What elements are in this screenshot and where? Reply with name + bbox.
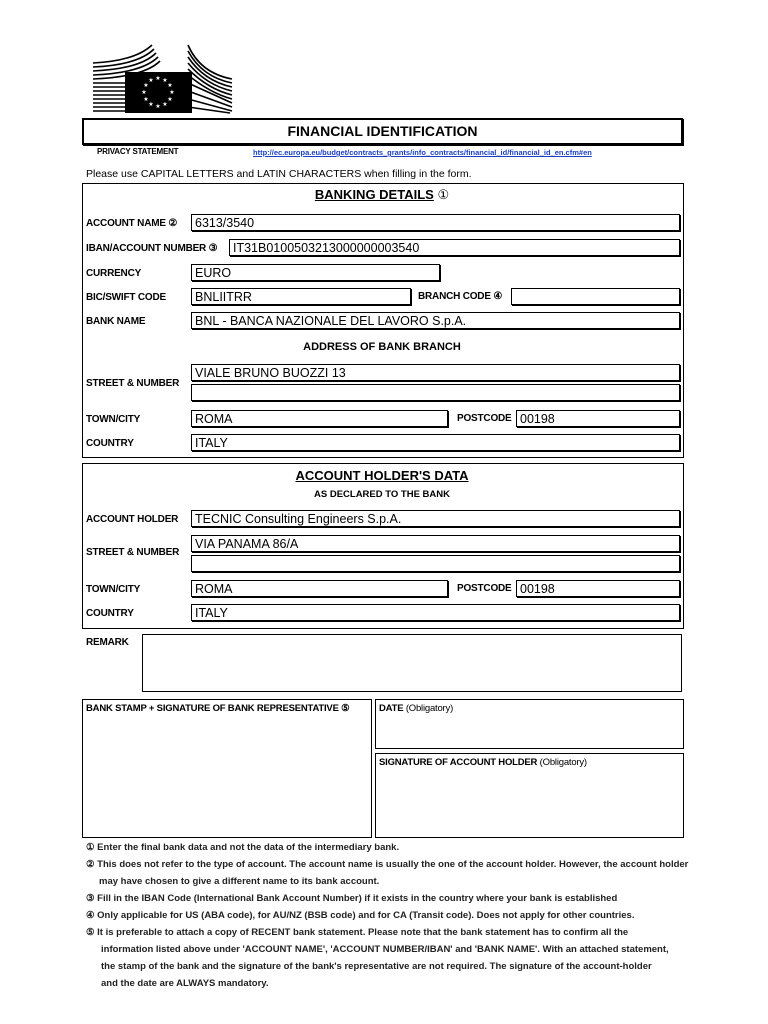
svg-text:★: ★ <box>141 90 147 96</box>
address-of-bank-branch-title: ADDRESS OF BANK BRANCH <box>303 341 461 353</box>
title-box <box>82 118 683 145</box>
holder-postcode-label: POSTCODE <box>457 583 512 594</box>
bank-name-field[interactable]: BNL - BANCA NAZIONALE DEL LAVORO S.p.A. <box>191 312 680 329</box>
bank-street-field-1[interactable]: VIALE BRUNO BUOZZI 13 <box>191 364 680 381</box>
branch-code-label: BRANCH CODE ④ <box>418 291 503 302</box>
account-holder-label: ACCOUNT HOLDER <box>86 514 179 525</box>
page-title: FINANCIAL IDENTIFICATION <box>287 123 478 139</box>
svg-text:★: ★ <box>143 97 149 103</box>
svg-text:★: ★ <box>155 104 161 110</box>
privacy-statement-link[interactable]: http://ec.europa.eu/budget/contracts_grants/info_contracts/financial_id/financial_id_en.cfm#en <box>253 148 592 157</box>
iban-label: IBAN/ACCOUNT NUMBER ③ <box>86 243 218 254</box>
footnote-1: ① Enter the final bank data and not the data of the intermediary bank. <box>86 842 400 853</box>
holder-country-label: COUNTRY <box>86 608 134 619</box>
date-label: DATE (Obligatory) <box>379 703 454 714</box>
branch-code-field[interactable] <box>511 288 680 305</box>
svg-text:★: ★ <box>167 83 173 89</box>
account-name-field[interactable]: 6313/3540 <box>191 214 680 231</box>
svg-text:★: ★ <box>155 76 161 82</box>
footnote-5-cont-3: and the date are ALWAYS mandatory. <box>101 978 269 989</box>
bank-postcode-label: POSTCODE <box>457 413 512 424</box>
svg-text:★: ★ <box>162 102 168 108</box>
bank-postcode-field[interactable]: 00198 <box>516 410 680 427</box>
bank-stamp-box[interactable] <box>82 699 372 838</box>
footnote-5: ⑤ It is preferable to attach a copy of RECENT bank statement. Please note that the bank statement has to confirm all the <box>86 927 629 938</box>
footnote-5-cont-1: information listed above under 'ACCOUNT NAME', 'ACCOUNT NUMBER/IBAN' and 'BANK NAME'. With an attached statement, <box>101 944 669 955</box>
bank-name-label: BANK NAME <box>86 316 146 327</box>
account-holder-subtitle: AS DECLARED TO THE BANK <box>314 489 450 500</box>
privacy-statement-label: PRIVACY STATEMENT <box>97 147 179 156</box>
account-holder-signature-label: SIGNATURE OF ACCOUNT HOLDER (Obligatory) <box>379 757 587 768</box>
bank-country-field[interactable]: ITALY <box>191 434 680 451</box>
remark-field[interactable] <box>142 634 682 692</box>
footnote-2-cont: may have chosen to give a different name to its bank account. <box>99 876 380 887</box>
account-holder-title: ACCOUNT HOLDER'S DATA <box>295 468 469 483</box>
iban-field[interactable]: IT31B0100503213000000003540 <box>229 239 680 256</box>
bank-country-label: COUNTRY <box>86 438 134 449</box>
holder-town-label: TOWN/CITY <box>86 584 141 595</box>
instructions-text: Please use CAPITAL LETTERS and LATIN CHARACTERS when filling in the form. <box>86 168 472 180</box>
svg-text:★: ★ <box>169 90 175 96</box>
svg-text:★: ★ <box>167 97 173 103</box>
svg-text:★: ★ <box>148 102 154 108</box>
holder-street-field-2[interactable] <box>191 555 680 572</box>
bank-town-field[interactable]: ROMA <box>191 410 448 427</box>
holder-street-field-1[interactable]: VIA PANAMA 86/A <box>191 535 680 552</box>
footnote-5-cont-2: the stamp of the bank and the signature of the bank's representative are not required. The signature of the account-holder <box>101 961 652 972</box>
holder-street-label: STREET & NUMBER <box>86 547 180 558</box>
currency-label: CURRENCY <box>86 268 142 279</box>
date-box[interactable] <box>375 699 684 749</box>
holder-postcode-field[interactable]: 00198 <box>516 580 680 597</box>
account-holder-signature-box[interactable] <box>375 753 684 838</box>
footnote-2: ② This does not refer to the type of account. The account name is usually the one of the account holder. However, the account holder <box>86 859 689 870</box>
holder-country-field[interactable]: ITALY <box>191 604 680 621</box>
bank-street-field-2[interactable] <box>191 384 680 401</box>
bank-town-label: TOWN/CITY <box>86 414 141 425</box>
banking-details-title: BANKING DETAILS ① <box>314 187 450 202</box>
bank-stamp-label: BANK STAMP + SIGNATURE OF BANK REPRESENTATIVE ⑤ <box>86 703 350 714</box>
bic-label: BIC/SWIFT CODE <box>86 292 166 303</box>
account-holder-field[interactable]: TECNIC Consulting Engineers S.p.A. <box>191 510 680 527</box>
currency-field[interactable]: EURO <box>191 264 440 281</box>
svg-text:★: ★ <box>143 83 149 89</box>
account-name-label: ACCOUNT NAME ② <box>86 218 178 229</box>
svg-text:★: ★ <box>162 78 168 84</box>
footnote-4: ④ Only applicable for US (ABA code), for AU/NZ (BSB code) and for CA (Transit code). Does not apply for other countries. <box>86 910 635 921</box>
european-commission-logo <box>90 43 256 115</box>
holder-town-field[interactable]: ROMA <box>191 580 448 597</box>
svg-text:★: ★ <box>148 78 154 84</box>
bank-street-label: STREET & NUMBER <box>86 378 180 389</box>
footnote-3: ③ Fill in the IBAN Code (International Bank Account Number) if it exists in the country where your bank is established <box>86 893 618 904</box>
remark-label: REMARK <box>86 637 129 648</box>
bic-field[interactable]: BNLIITRR <box>191 288 411 305</box>
